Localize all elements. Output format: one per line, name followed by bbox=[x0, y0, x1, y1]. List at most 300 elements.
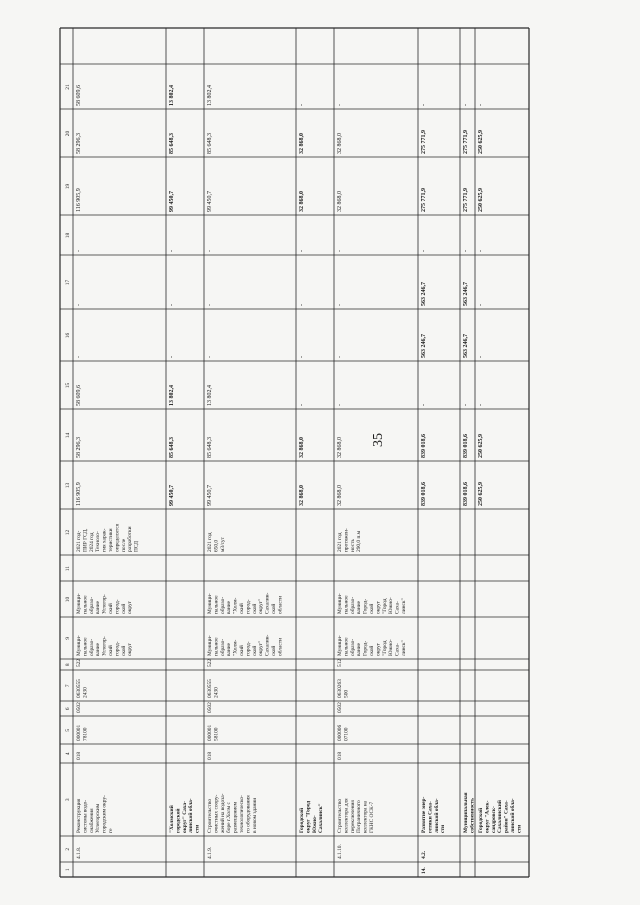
row-3-col-16-line: - bbox=[207, 356, 213, 358]
row-5-col-9 bbox=[337, 635, 407, 656]
row-6-col-14-line: 839 018,6 bbox=[421, 434, 427, 458]
column-number-line: 13 bbox=[65, 482, 71, 489]
column-number-line: 18 bbox=[65, 232, 71, 239]
row-5-col-3-line: Строительство bbox=[337, 798, 343, 833]
row-5-col-12-line: ность bbox=[349, 539, 356, 552]
row-3-col-9-line: Муници- bbox=[207, 635, 213, 656]
row-5-col-21 bbox=[337, 104, 343, 106]
column-number bbox=[65, 729, 71, 732]
row-5-col-16 bbox=[337, 356, 343, 358]
row-6-col-18 bbox=[421, 250, 427, 252]
row-4-col-19 bbox=[299, 191, 305, 212]
column-number-line: 9 bbox=[65, 636, 71, 640]
row-3-col-10-line: ской bbox=[251, 603, 258, 614]
row-1-col-12-line: теристики bbox=[108, 528, 114, 552]
row-8-col-20 bbox=[478, 130, 484, 154]
row-3-col-19 bbox=[207, 191, 213, 212]
row-5-col-9-line: вание bbox=[356, 642, 363, 656]
row-1-col-7-line: 0630555 bbox=[76, 679, 82, 698]
row-1-col-4-line: 018 bbox=[76, 751, 82, 760]
row-5-col-21-line: - bbox=[337, 104, 343, 106]
column-number-line: 5 bbox=[65, 728, 71, 732]
row-6-col-13-line: 839 018,6 bbox=[421, 482, 427, 506]
row-5-col-2-line: 4.1.10. bbox=[337, 844, 343, 859]
row-2-col-20 bbox=[169, 133, 175, 154]
column-number-line: 1 bbox=[65, 868, 71, 872]
row-5-col-16-line: - bbox=[337, 356, 343, 358]
row-6-col-17-line: 563 246,7 bbox=[421, 282, 427, 306]
row-1-col-10 bbox=[76, 593, 133, 614]
row-5-col-9-line: Южно- bbox=[388, 639, 395, 656]
row-3-col-10-line: ской bbox=[271, 603, 277, 614]
row-1-col-12-line: после bbox=[120, 538, 127, 552]
row-1-col-9-line: вание bbox=[95, 642, 102, 656]
row-1-col-9-line: ский bbox=[108, 645, 114, 656]
column-number-line: 14 bbox=[65, 432, 71, 439]
row-3-col-12 bbox=[207, 532, 226, 552]
row-7-col-3 bbox=[463, 792, 475, 833]
row-1-col-3-line: системы водо- bbox=[82, 799, 89, 833]
row-5-col-5-line: 07100 bbox=[343, 727, 350, 741]
row-5-col-9-line: пальное bbox=[343, 637, 350, 656]
row-6-col-19-line: 275 771,9 bbox=[421, 188, 427, 212]
row-5-col-9-line: образо- bbox=[349, 638, 356, 656]
row-5-col-10-line: ской bbox=[369, 603, 375, 614]
column-number bbox=[65, 333, 71, 339]
row-3-col-3-line: боре г.Холм с bbox=[226, 802, 233, 833]
row-5-col-7 bbox=[337, 679, 349, 698]
row-5-col-14 bbox=[337, 437, 343, 458]
row-7-col-21-line: - bbox=[463, 104, 469, 106]
row-8-col-14 bbox=[478, 434, 484, 458]
row-8-col-3-line: линской обла- bbox=[510, 798, 516, 833]
row-1-col-8 bbox=[76, 659, 82, 667]
row-4-col-15 bbox=[299, 404, 305, 406]
row-6-col-13 bbox=[421, 482, 427, 506]
row-6-col-15 bbox=[421, 404, 427, 406]
row-2-col-18 bbox=[169, 250, 175, 252]
row-3-col-3-line: технологическо- bbox=[239, 795, 245, 833]
row-1-col-12-line: гия харак- bbox=[101, 528, 108, 552]
row-2-col-3-line: сти bbox=[194, 824, 201, 833]
column-number-line: 7 bbox=[65, 684, 71, 688]
row-7-col-13-line: 839 018,6 bbox=[463, 482, 469, 506]
row-1-col-10-line: ский bbox=[108, 603, 114, 614]
row-3-col-9-line: округ" bbox=[258, 640, 265, 656]
column-number bbox=[65, 433, 71, 439]
row-6-col-2-line: 4.2. bbox=[421, 850, 427, 859]
row-3-col-12-line: 650,0 bbox=[213, 539, 220, 552]
row-7-col-18-line: - bbox=[463, 250, 469, 252]
row-3-col-15-line: 13 802,4 bbox=[207, 385, 213, 406]
row-1-col-5 bbox=[76, 725, 88, 741]
row-2-col-14-line: 85 648,3 bbox=[169, 437, 175, 458]
row-3-col-12-line: м3/сут bbox=[219, 537, 226, 552]
row-4-col-21-line: - bbox=[299, 104, 305, 106]
row-6-col-17 bbox=[421, 282, 427, 306]
row-8-col-19 bbox=[478, 188, 484, 212]
row-3-col-9-line: области bbox=[277, 637, 284, 656]
row-1-col-20-line: 58 296,3 bbox=[76, 133, 82, 154]
row-4-col-3-line: Южно- bbox=[311, 815, 318, 833]
row-7-col-14-line: 839 018,6 bbox=[463, 434, 469, 458]
row-1-col-12-line: определятся bbox=[114, 523, 121, 552]
column-number-line: 20 bbox=[65, 130, 71, 137]
row-3-col-2-line: 4.1.9. bbox=[207, 846, 213, 859]
row-1-col-3-line: Углегорским bbox=[95, 803, 102, 833]
row-1-col-6 bbox=[76, 702, 82, 713]
row-4-col-3-line: округ "Город bbox=[305, 800, 312, 833]
row-5-col-10-line: округ bbox=[375, 601, 382, 614]
column-number-line: 8 bbox=[65, 663, 71, 667]
row-5-col-9-line: линск" bbox=[401, 640, 407, 656]
row-5-col-8-line: 512 bbox=[337, 658, 343, 667]
row-1-col-21-line: 58 609,6 bbox=[76, 85, 82, 106]
row-1-col-9-line: город- bbox=[114, 641, 121, 656]
row-1-col-9-line: округ bbox=[127, 643, 134, 656]
row-3-col-21-line: 13 802,4 bbox=[207, 85, 213, 106]
row-8-col-16-line: - bbox=[478, 356, 484, 358]
row-3-col-17-line: - bbox=[207, 304, 213, 306]
row-5-col-4-line: 018 bbox=[337, 751, 343, 760]
row-5-col-8 bbox=[337, 659, 343, 667]
row-5-col-6 bbox=[337, 702, 343, 713]
column-number bbox=[65, 597, 71, 603]
row-8-col-17-line: - bbox=[478, 304, 484, 306]
row-1-col-3 bbox=[76, 795, 114, 833]
row-1-col-10-line: город- bbox=[114, 599, 121, 614]
column-number bbox=[65, 684, 71, 687]
row-8-col-18-line: - bbox=[478, 250, 484, 252]
row-3-col-3-line: размещением bbox=[232, 801, 239, 833]
row-4-col-13-line: 32 868,0 bbox=[299, 485, 305, 506]
row-6-col-16 bbox=[421, 334, 427, 358]
row-4-col-17 bbox=[299, 304, 305, 306]
row-7-col-15-line: - bbox=[463, 404, 469, 406]
row-5-col-19 bbox=[337, 191, 343, 212]
row-1-col-10-line: ской bbox=[120, 603, 127, 614]
row-2-col-19 bbox=[169, 191, 175, 212]
row-5-col-9-line: Саха- bbox=[394, 643, 401, 656]
row-6-col-14 bbox=[421, 434, 427, 458]
column-number-line: 12 bbox=[65, 529, 71, 536]
column-number bbox=[65, 280, 71, 286]
row-5-col-10-line: линск" bbox=[401, 598, 407, 614]
column-number bbox=[65, 84, 71, 90]
row-8-col-3-line: Городской bbox=[478, 807, 484, 833]
row-2-col-3 bbox=[168, 798, 201, 833]
row-5-col-20 bbox=[337, 133, 343, 154]
column-number bbox=[65, 131, 71, 137]
row-3-col-10-line: город- bbox=[245, 599, 252, 614]
row-5-col-5 bbox=[337, 725, 349, 741]
row-3-col-13-line: 99 450,7 bbox=[207, 485, 213, 506]
row-3-col-10-line: Сахалин- bbox=[264, 592, 271, 614]
row-3-col-9-line: город- bbox=[245, 641, 252, 656]
row-5-col-10-line: Муници- bbox=[337, 593, 343, 614]
row-1-col-13-line: 116 905,9 bbox=[76, 482, 82, 506]
row-4-col-17-line: - bbox=[299, 304, 305, 306]
row-8-col-14-line: 250 625,9 bbox=[478, 434, 484, 458]
row-3-col-4-line: 018 bbox=[207, 751, 213, 760]
row-1-col-9-line: пальное bbox=[82, 637, 89, 656]
row-3-col-7 bbox=[207, 679, 219, 698]
row-1-col-9-line: ской bbox=[120, 645, 127, 656]
row-5-col-12-line: протяжен- bbox=[343, 528, 350, 552]
row-8-col-21-line: - bbox=[478, 104, 484, 106]
row-1-col-18-line: - bbox=[76, 250, 82, 252]
row-5-col-13-line: 32 868,0 bbox=[337, 485, 343, 506]
row-3-col-18 bbox=[207, 250, 213, 252]
row-2-col-15 bbox=[169, 385, 175, 406]
row-1-col-3-line: городским окру- bbox=[101, 795, 108, 833]
column-number-line: 11 bbox=[65, 565, 71, 572]
row-5-col-9-line: ской bbox=[369, 645, 375, 656]
row-5-col-10-line: Южно- bbox=[388, 597, 395, 614]
row-5-col-3 bbox=[337, 798, 375, 833]
row-5-col-3-line: переключения bbox=[349, 800, 356, 833]
row-5-col-3-line: ГКНС ОСК-7 bbox=[369, 801, 375, 833]
row-3-col-19-line: 99 450,7 bbox=[207, 191, 213, 212]
row-5-col-3-line: коллектора на bbox=[362, 801, 369, 833]
row-1-col-10-line: Муници- bbox=[76, 593, 82, 614]
row-1-col-3-line: снабжения bbox=[88, 808, 95, 833]
column-number bbox=[65, 233, 71, 239]
row-2-col-13-line: 99 450,7 bbox=[169, 485, 175, 506]
row-1-col-19 bbox=[76, 188, 82, 212]
row-2-col-15-line: 13 802,4 bbox=[169, 385, 175, 406]
row-3-col-6 bbox=[207, 702, 213, 713]
row-1-col-10-line: пальное bbox=[82, 595, 89, 614]
row-2-col-16-line: - bbox=[169, 356, 175, 358]
row-7-col-16-line: 563 246,7 bbox=[463, 334, 469, 358]
column-number bbox=[65, 663, 71, 666]
row-5-col-15 bbox=[337, 404, 343, 406]
column-number bbox=[65, 868, 71, 871]
row-5-col-10 bbox=[337, 593, 407, 614]
row-6-col-21 bbox=[421, 104, 427, 106]
row-5-col-12 bbox=[337, 528, 362, 552]
row-6-col-3 bbox=[421, 797, 446, 833]
row-1-col-10-line: Углегор- bbox=[101, 594, 108, 614]
row-8-col-3 bbox=[477, 798, 522, 833]
row-5-col-17-line: - bbox=[337, 304, 343, 306]
row-1-col-5-line: 000001 bbox=[76, 724, 82, 741]
row-8-col-13 bbox=[478, 482, 484, 506]
column-number-line: 16 bbox=[65, 332, 71, 339]
row-5-col-14-line: 32 868,0 bbox=[337, 437, 343, 458]
row-4-col-15-line: - bbox=[299, 404, 305, 406]
row-8-col-3-line: округ "Алек- bbox=[484, 800, 491, 833]
row-7-col-20 bbox=[463, 130, 469, 154]
row-5-col-2 bbox=[337, 844, 343, 859]
row-2-col-3-line: линской обла- bbox=[188, 798, 195, 833]
row-4-col-14 bbox=[299, 437, 305, 458]
row-1-col-10-line: вание bbox=[95, 600, 102, 614]
row-3-col-7-line: 0630555 bbox=[207, 679, 213, 698]
row-7-col-16 bbox=[463, 334, 469, 358]
row-5-col-17 bbox=[337, 304, 343, 306]
row-1-col-20 bbox=[76, 133, 82, 154]
row-8-col-17 bbox=[478, 304, 484, 306]
column-number bbox=[65, 798, 71, 801]
row-6-col-20-line: 275 771,9 bbox=[421, 130, 427, 154]
column-number bbox=[65, 383, 71, 389]
row-5-col-9-line: Город- bbox=[362, 640, 369, 656]
row-5-col-7-line: 0630263 bbox=[337, 679, 343, 698]
row-1-col-12-line: ПИР ГСД, bbox=[82, 528, 89, 552]
row-3-col-20-line: 85 648,3 bbox=[207, 133, 213, 154]
row-5-col-13 bbox=[337, 485, 343, 506]
row-4-col-16-line: - bbox=[299, 356, 305, 358]
row-1-col-19-line: 116 905,9 bbox=[76, 188, 82, 212]
row-1-col-15-line: 58 609,6 bbox=[76, 385, 82, 406]
row-5-col-18-line: - bbox=[337, 250, 343, 252]
row-6-col-18-line: - bbox=[421, 250, 427, 252]
row-1-col-9-line: образо- bbox=[88, 638, 95, 656]
row-3-col-10-line: области bbox=[277, 595, 284, 614]
row-8-col-3-line: сандровск- bbox=[490, 806, 497, 833]
row-5-col-9-line: "Город bbox=[381, 640, 388, 656]
row-3-col-9-line: ской bbox=[251, 645, 258, 656]
column-number bbox=[65, 707, 71, 710]
row-4-col-14-line: 32 868,0 bbox=[299, 437, 305, 458]
row-5-col-6-line: 0502 bbox=[337, 702, 343, 713]
row-3-col-9-line: пальное bbox=[213, 637, 220, 656]
row-5-col-9-line: Муници- bbox=[337, 635, 343, 656]
row-3-col-10-line: "Холм- bbox=[232, 597, 239, 614]
row-3-col-14-line: 85 648,3 bbox=[207, 437, 213, 458]
row-1-col-16 bbox=[76, 356, 82, 358]
row-5-col-20-line: 32 868,0 bbox=[337, 133, 343, 154]
row-1-col-3-line: ге bbox=[108, 828, 114, 833]
row-1-col-14-line: 58 296,3 bbox=[76, 437, 82, 458]
row-4-col-18 bbox=[299, 250, 305, 252]
row-5-col-18 bbox=[337, 250, 343, 252]
row-3-col-10-line: вание bbox=[226, 600, 233, 614]
column-number bbox=[65, 483, 71, 489]
column-number-line: 10 bbox=[65, 596, 71, 603]
row-8-col-13-line: 250 625,9 bbox=[478, 482, 484, 506]
row-2-col-3-line: округ" Саха- bbox=[181, 801, 188, 833]
column-number bbox=[65, 530, 71, 536]
row-2-col-20-line: 85 648,3 bbox=[169, 133, 175, 154]
row-3-col-10-line: ский bbox=[239, 603, 245, 614]
row-4-col-19-line: 32 868,0 bbox=[299, 191, 305, 212]
row-1-col-15 bbox=[76, 385, 82, 406]
row-6-col-20 bbox=[421, 130, 427, 154]
column-number bbox=[65, 566, 71, 571]
row-3-col-3 bbox=[207, 793, 258, 834]
row-3-col-3-line: в новом здании bbox=[251, 797, 258, 833]
row-5-col-10-line: вание bbox=[356, 600, 363, 614]
row-1-col-12-line: ПСД bbox=[133, 541, 140, 552]
row-3-col-3-line: го оборудования bbox=[245, 795, 252, 833]
row-5-col-10-line: образо- bbox=[349, 596, 356, 614]
row-4-col-3-line: Городской bbox=[299, 807, 305, 833]
row-8-col-3-line: Сахалинский bbox=[497, 800, 504, 833]
row-3-col-4 bbox=[207, 752, 213, 760]
row-4-col-3 bbox=[298, 801, 324, 833]
row-6-col-1-line: 14. bbox=[421, 867, 427, 874]
row-1-col-12-line: разработки bbox=[127, 526, 134, 552]
row-7-col-14 bbox=[463, 434, 469, 458]
row-8-col-3-line: район" Саха- bbox=[503, 800, 510, 833]
row-5-col-3-line: Пограничного bbox=[356, 800, 363, 833]
row-8-col-21 bbox=[478, 104, 484, 106]
row-2-col-14 bbox=[169, 437, 175, 458]
row-3-col-3-line: очистных соору- bbox=[213, 794, 220, 833]
row-3-col-6-line: 0502 bbox=[207, 702, 213, 713]
row-3-col-10 bbox=[207, 592, 283, 614]
row-3-col-5-line: 000001 bbox=[207, 724, 213, 741]
row-1-col-10-line: округ bbox=[127, 601, 134, 614]
row-6-col-15-line: - bbox=[421, 404, 427, 406]
row-5-col-4 bbox=[337, 752, 343, 760]
row-1-col-3-line: Реконструкция bbox=[76, 798, 82, 833]
column-number-line: 19 bbox=[65, 183, 71, 190]
row-3-col-9-line: Сахалин- bbox=[264, 634, 271, 656]
row-6-col-3-line: гетики Саха- bbox=[427, 801, 434, 833]
row-1-col-18 bbox=[76, 250, 82, 252]
row-3-col-5-line: 58100 bbox=[213, 727, 220, 741]
row-3-col-9-line: ской bbox=[271, 645, 277, 656]
row-7-col-21 bbox=[463, 104, 469, 106]
row-4-col-20-line: 32 868,0 bbox=[299, 133, 305, 154]
row-3-col-7-line: 2430 bbox=[213, 687, 220, 698]
row-1-col-2 bbox=[76, 847, 82, 859]
column-number bbox=[65, 637, 71, 640]
row-7-col-15 bbox=[463, 404, 469, 406]
row-7-col-19 bbox=[463, 188, 469, 212]
row-3-col-3-line: жений на водоза- bbox=[219, 793, 226, 833]
row-3-col-21 bbox=[207, 85, 213, 106]
row-6-col-3-line: сти bbox=[440, 824, 447, 833]
row-3-col-10-line: округ" bbox=[258, 598, 265, 614]
row-3-col-9-line: "Холм- bbox=[232, 639, 239, 656]
row-3-col-2 bbox=[207, 847, 213, 859]
row-3-col-9-line: вание bbox=[226, 642, 233, 656]
row-1-col-7 bbox=[76, 679, 88, 698]
row-1-col-7-line: 2430 bbox=[82, 687, 89, 698]
row-1-col-14 bbox=[76, 437, 82, 458]
row-2-col-19-line: 99 450,7 bbox=[169, 191, 175, 212]
row-7-col-13 bbox=[463, 482, 469, 506]
row-1-col-13 bbox=[76, 482, 82, 506]
row-7-col-18 bbox=[463, 250, 469, 252]
row-1-col-16-line: - bbox=[76, 356, 82, 358]
row-1-col-12-line: 2021 год- bbox=[76, 530, 82, 552]
row-7-col-19-line: 275 771,9 bbox=[463, 188, 469, 212]
row-8-col-18 bbox=[478, 250, 484, 252]
row-1-col-9-line: Муници- bbox=[76, 635, 82, 656]
row-3-col-9 bbox=[207, 634, 283, 656]
row-2-col-17-line: - bbox=[169, 304, 175, 306]
column-number bbox=[65, 848, 71, 851]
row-7-col-17 bbox=[463, 282, 469, 306]
row-6-col-1 bbox=[421, 867, 427, 874]
row-1-col-9-line: Углегор- bbox=[101, 636, 108, 656]
row-4-col-20 bbox=[299, 133, 305, 154]
row-1-col-12 bbox=[76, 523, 140, 552]
row-5-col-3-line: коллектора для bbox=[343, 798, 350, 833]
column-number-line: 15 bbox=[65, 382, 71, 389]
row-1-col-10-line: образо- bbox=[88, 596, 95, 614]
row-7-col-3-line: Муниципальная bbox=[463, 792, 469, 833]
row-3-col-10-line: Муници- bbox=[207, 593, 213, 614]
row-5-col-10-line: "Город bbox=[381, 598, 388, 614]
row-3-col-14 bbox=[207, 437, 213, 458]
